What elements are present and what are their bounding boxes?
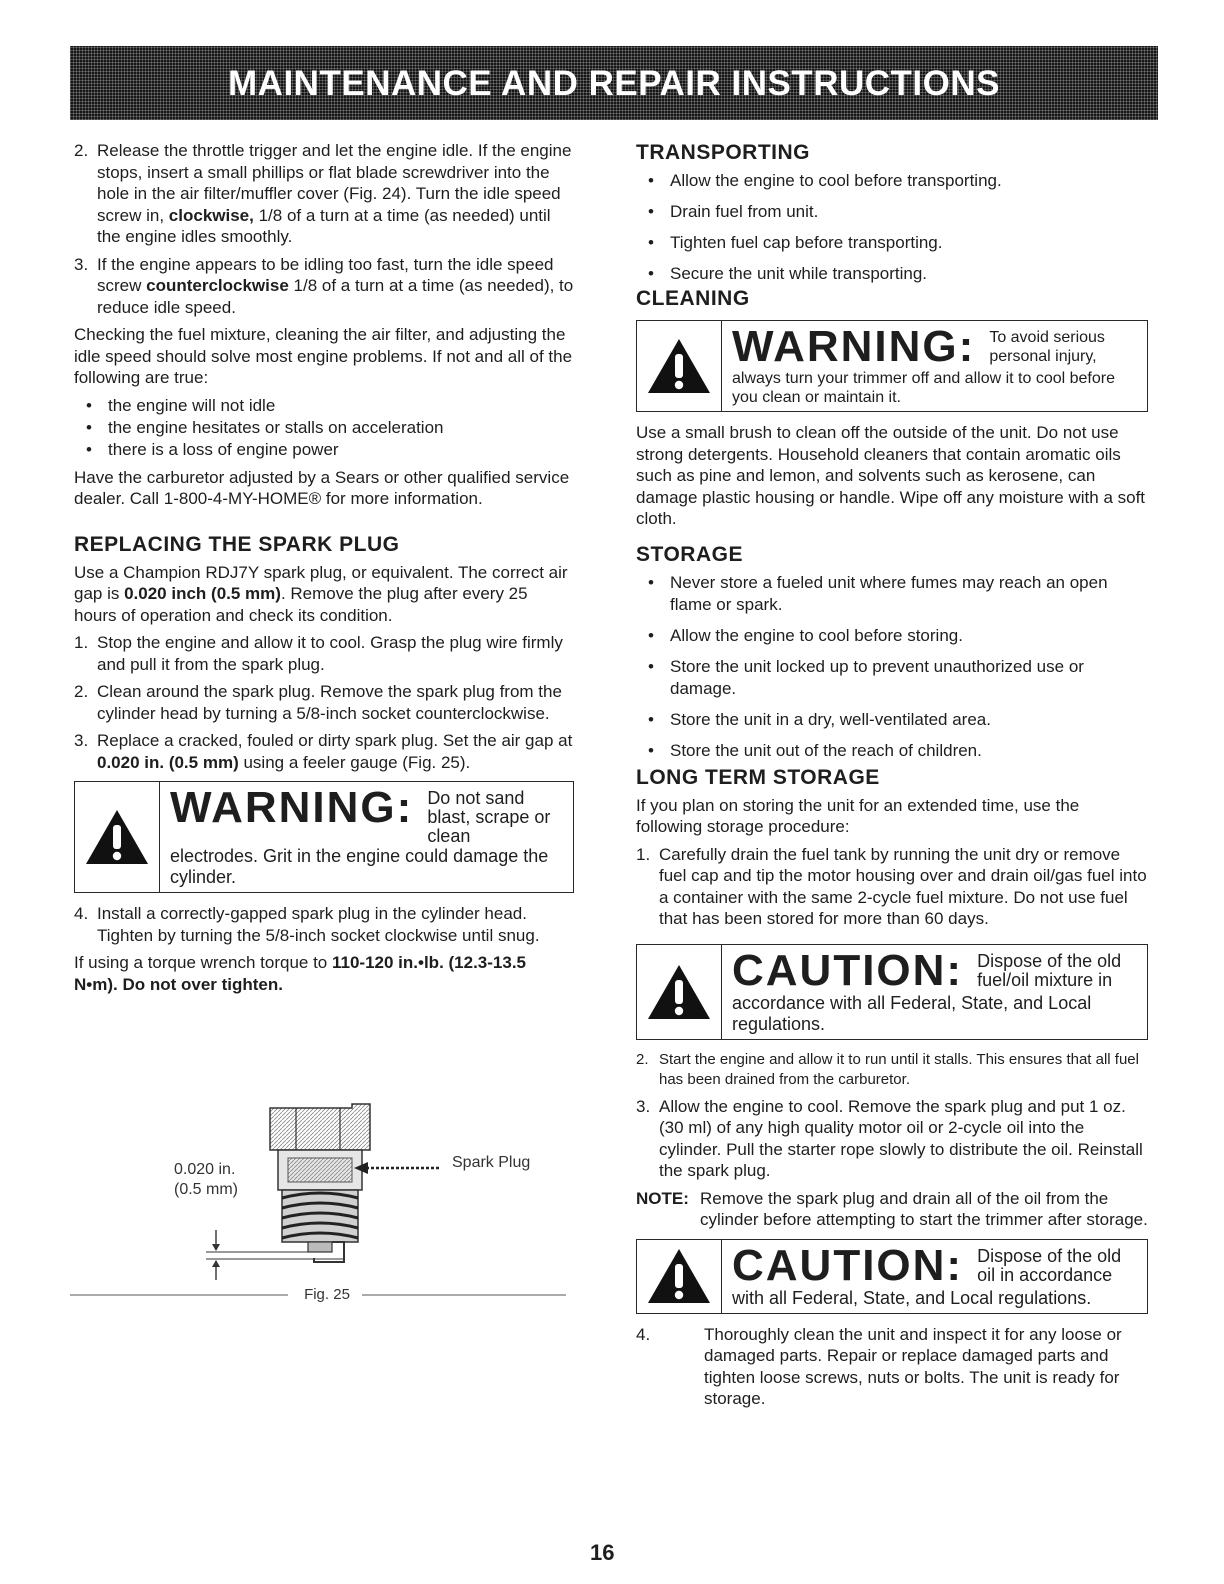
long-term-storage-heading: LONG TERM STORAGE [636,765,880,789]
warning-label: WARNING: [732,322,976,371]
note-label: NOTE: [636,1188,689,1208]
cleaning-paragraph: Use a small brush to clean off the outside of the unit. Do not use strong detergents. Household cleaners that contain aromatic oils such as pine and lemon, and solvents such as kerosene, can damage plastic housing or handle. Wipe off any moisture with a soft cloth. [636,423,1146,528]
list-item: • Allow the engine to cool before transporting. [636,170,1148,192]
spark-plug-heading: REPLACING THE SPARK PLUG [74,532,400,556]
spark-step-1: 1. Stop the engine and allow it to cool. Grasp the plug wire firmly and pull it from the spark plug. [74,633,563,674]
caution-text: accordance with all Federal, State, and Local regulations. [732,992,1092,1034]
list-item: • the engine will not idle [74,395,574,417]
idle-step-3: 3. If the engine appears to be idling too fast, turn the idle speed screw counterclockwise 1/8 of a turn at a time (as needed), to reduce idle speed. [74,254,574,317]
spark-plug-illustration [70,1092,566,1308]
idle-step-2: 2. Release the throttle trigger and let the engine idle. If the engine stops, insert a small phillips or flat blade screwdriver into the hole in the air filter/muffler cover (Fig. 24). Turn the idle speed screw in, clockwise, 1/8 of a turn at a time (as needed) until the engine idles smoothly. [74,141,572,246]
warning-lead: Do not sand blast, scrape or clean [427,788,551,846]
spark-plug-figure [70,1092,566,1308]
warning-triangle-icon [637,945,722,1039]
carburetor-paragraph: Have the carburetor adjusted by a Sears or other qualified service dealer. Call 1-800-4-MY-HOME® for more information. [74,467,570,508]
list-item: • Tighten fuel cap before transporting. [636,232,1148,254]
cleaning-warning-box [636,320,1148,412]
spark-step-2: 2. Clean around the spark plug. Remove the spark plug from the cylinder head by turning a 5/8-inch socket counterclockwise. [74,682,562,723]
storage-step-4: 4. Thoroughly clean the unit and inspect it for any loose or damaged parts. Repair or replace damaged parts and tighten loose screws, nuts or bolts. The unit is ready for storage. [636,1324,1122,1408]
warning-triangle-icon [75,782,160,892]
spark-plug-intro: Use a Champion RDJ7Y spark plug, or equivalent. The correct air gap is 0.020 inch (0.5 mm). Remove the plug after every 25 hours of operation and check its condition. [74,562,568,625]
warning-text: electrodes. Grit in the engine could damage the cylinder. [170,846,549,887]
warning-triangle-icon [637,321,722,411]
warning-label: WARNING: [170,783,414,832]
caution-label: CAUTION: [732,1240,964,1290]
caution-label: CAUTION: [732,945,964,995]
caution-text: with all Federal, State, and Local regulations. [732,1287,1092,1308]
transporting-list [636,170,1148,285]
storage-list [636,572,1148,762]
list-item: • Store the unit out of the reach of children. [636,740,1148,762]
spark-warning-box [74,781,574,893]
spark-step-4: 4. Install a correctly-gapped spark plug in the cylinder head. Tighten by turning the 5/8-inch socket clockwise until snug. [74,904,540,945]
list-item: • Allow the engine to cool before storing. [636,625,1148,647]
caution-box-oil [636,1239,1148,1314]
transporting-heading: TRANSPORTING [636,141,810,164]
list-item: • there is a loss of engine power [74,439,574,461]
caution-box-fuel [636,944,1148,1040]
gap-label: 0.020 in. (0.5 mm) [174,1161,238,1198]
left-column [74,140,574,1001]
figure-caption: Fig. 25 [292,1286,362,1303]
header-banner [70,46,1158,120]
page-number: 16 [590,1540,615,1565]
warning-text: always turn your trimmer off and allow it to cool before you clean or maintain it. [732,370,1115,406]
storage-note [636,1188,1148,1231]
spark-plug-callout: Spark Plug [452,1154,531,1171]
storage-step-2: 2. Start the engine and allow it to run until it stalls. This ensures that all fuel has been drained from the carburetor. [636,1050,1139,1088]
torque-paragraph: If using a torque wrench torque to 110-120 in.•lb. (12.3-13.5 N•m). Do not over tighten. [74,953,527,994]
list-item: • Store the unit in a dry, well-ventilated area. [636,709,1148,731]
long-term-intro: If you plan on storing the unit for an extended time, use the following storage procedure: [636,795,1080,836]
list-item: • Store the unit locked up to prevent unauthorized use or damage. [636,656,1148,700]
list-item: • the engine hesitates or stalls on acceleration [74,417,574,439]
spark-step-3: 3. Replace a cracked, fouled or dirty spark plug. Set the air gap at 0.020 in. (0.5 mm) using a feeler gauge (Fig. 25). [74,731,573,772]
page-title: MAINTENANCE AND REPAIR INSTRUCTIONS [228,64,1000,103]
storage-heading: STORAGE [636,542,743,566]
storage-step-3: 3. Allow the engine to cool. Remove the spark plug and put 1 oz. (30 ml) of any high quality motor oil or 2-cycle oil into the cylinder. Pull the starter rope slowly to distribute the oil. Reinstall the spark plug. [636,1096,1143,1180]
step-number: 3. [74,254,89,274]
step-number: 2. [74,141,89,160]
note-text: Remove the spark plug and drain all of the oil from the cylinder before attempting to start the trimmer after storage. [700,1188,1148,1229]
right-column [636,140,1148,1416]
warning-lead: To avoid serious personal injury, [989,329,1105,365]
list-item: • Drain fuel from unit. [636,201,1148,223]
storage-step-1: 1. Carefully drain the fuel tank by running the unit dry or remove fuel cap and tip the motor housing over and drain oil/gas fuel into a container with the same 2-cycle fuel mixture. Do not use fuel that has been stored for more than 60 days. [636,844,1147,928]
engine-symptom-list [74,395,574,461]
list-item: • Never store a fueled unit where fumes may reach an open flame or spark. [636,572,1148,616]
checking-paragraph: Checking the fuel mixture, cleaning the air filter, and adjusting the idle speed should solve most engine problems. If not and all of the following are true: [74,325,573,387]
warning-triangle-icon [637,1240,722,1313]
caution-lead: Dispose of the old fuel/oil mixture in [977,950,1122,990]
caution-lead: Dispose of the old oil in accordance [977,1245,1122,1285]
cleaning-heading: CLEANING [636,287,750,310]
list-item: • Secure the unit while transporting. [636,263,1148,285]
